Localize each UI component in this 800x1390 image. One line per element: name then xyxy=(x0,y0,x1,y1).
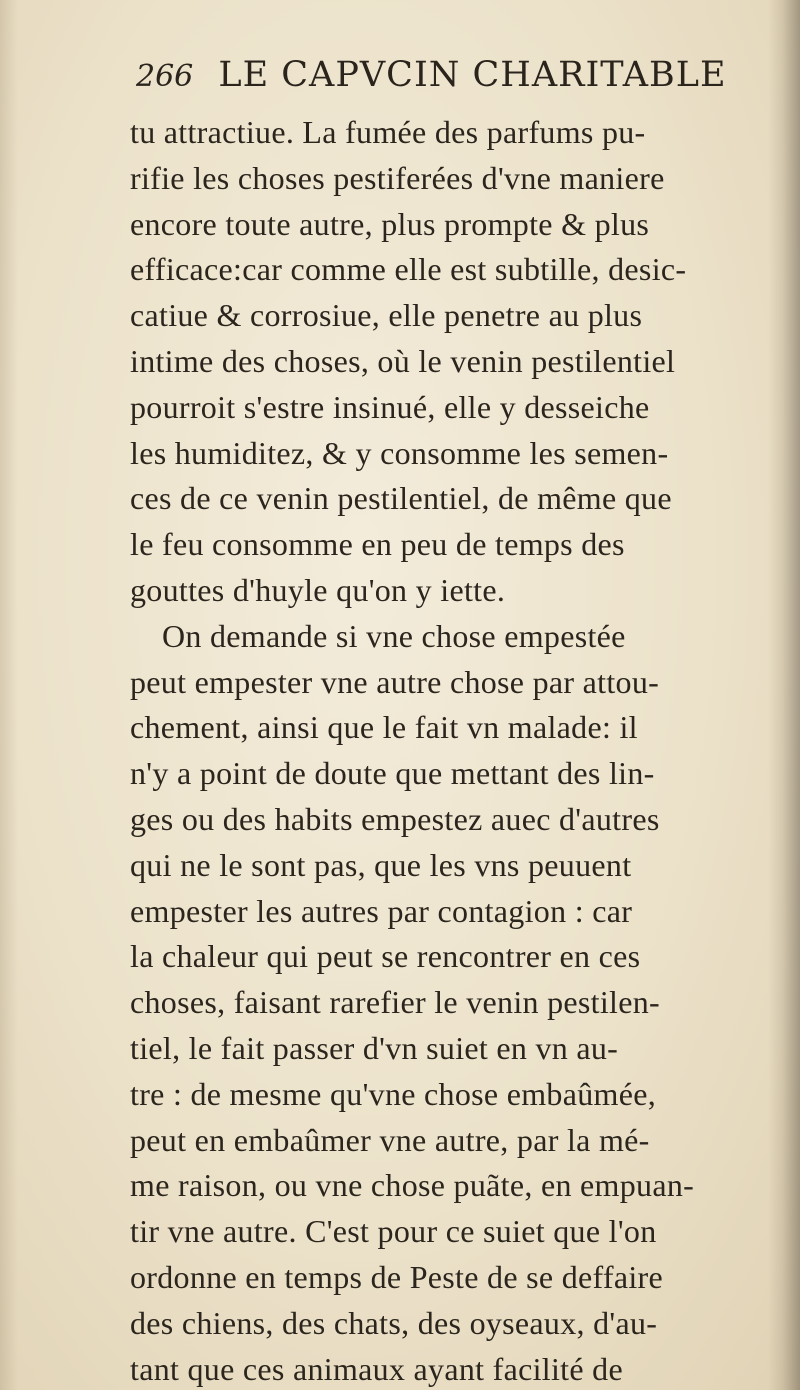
text-line: tre : de mesme qu'vne chose embaûmée, xyxy=(130,1075,657,1112)
text-line: intime des choses, où le venin pestilentiel xyxy=(130,342,676,379)
text-line: la chaleur qui peut se rencontrer en ces xyxy=(130,938,641,975)
page-number: 266 xyxy=(136,59,194,94)
text-line: efficace:car comme elle est subtille, desic- xyxy=(130,251,687,288)
text-line: me raison, ou vne chose puãte, en empuan- xyxy=(130,1167,695,1204)
page-header xyxy=(136,55,776,111)
text-line: rifie les choses pestiferées d'vne maniere xyxy=(130,159,665,196)
text-line: catiue & corrosiue, elle penetre au plus xyxy=(130,297,643,334)
text-line: tir vne autre. C'est pour ce suiet que l'on xyxy=(130,1213,657,1250)
page-left-edge-shading xyxy=(0,0,18,1390)
text-line: les humiditez, & y consomme les semen- xyxy=(130,434,669,471)
body-text xyxy=(130,110,778,1390)
text-line: qui ne le sont pas, que les vns peuuent xyxy=(130,846,632,883)
text-line: gouttes d'huyle qu'on y iette. xyxy=(130,571,506,608)
running-title: LE CAPVCIN CHARITABLE xyxy=(218,55,727,95)
paragraph-start-line: On demande si vne chose empestée xyxy=(162,617,626,654)
text-line: le feu consomme en peu de temps des xyxy=(130,526,625,563)
text-line: des chiens, des chats, des oyseaux, d'au- xyxy=(130,1304,658,1341)
text-line: ces de ce venin pestilentiel, de même que xyxy=(130,480,672,517)
text-line: ges ou des habits empestez auec d'autres xyxy=(130,800,660,837)
text-line: tiel, le fait passer d'vn suiet en vn au- xyxy=(130,1029,619,1066)
text-line: empester les autres par contagion : car xyxy=(130,892,633,929)
text-line: tant que ces animaux ayant facilité de xyxy=(130,1350,623,1387)
text-line: ordonne en temps de Peste de se deffaire xyxy=(130,1258,663,1295)
text-line: pourroit s'estre insinué, elle y desseiche xyxy=(130,388,650,425)
text-line: peut empester vne autre chose par attou- xyxy=(130,663,660,700)
text-line: encore toute autre, plus prompte & plus xyxy=(130,205,650,242)
text-line: tu attractiue. La fumée des parfums pu- xyxy=(130,114,646,150)
text-line: n'y a point de doute que mettant des lin- xyxy=(130,755,655,792)
text-line: choses, faisant rarefier le venin pestilen- xyxy=(130,984,661,1021)
text-line: peut en embaûmer vne autre, par la mé- xyxy=(130,1121,650,1158)
text-line: chement, ainsi que le fait vn malade: il xyxy=(130,709,638,746)
